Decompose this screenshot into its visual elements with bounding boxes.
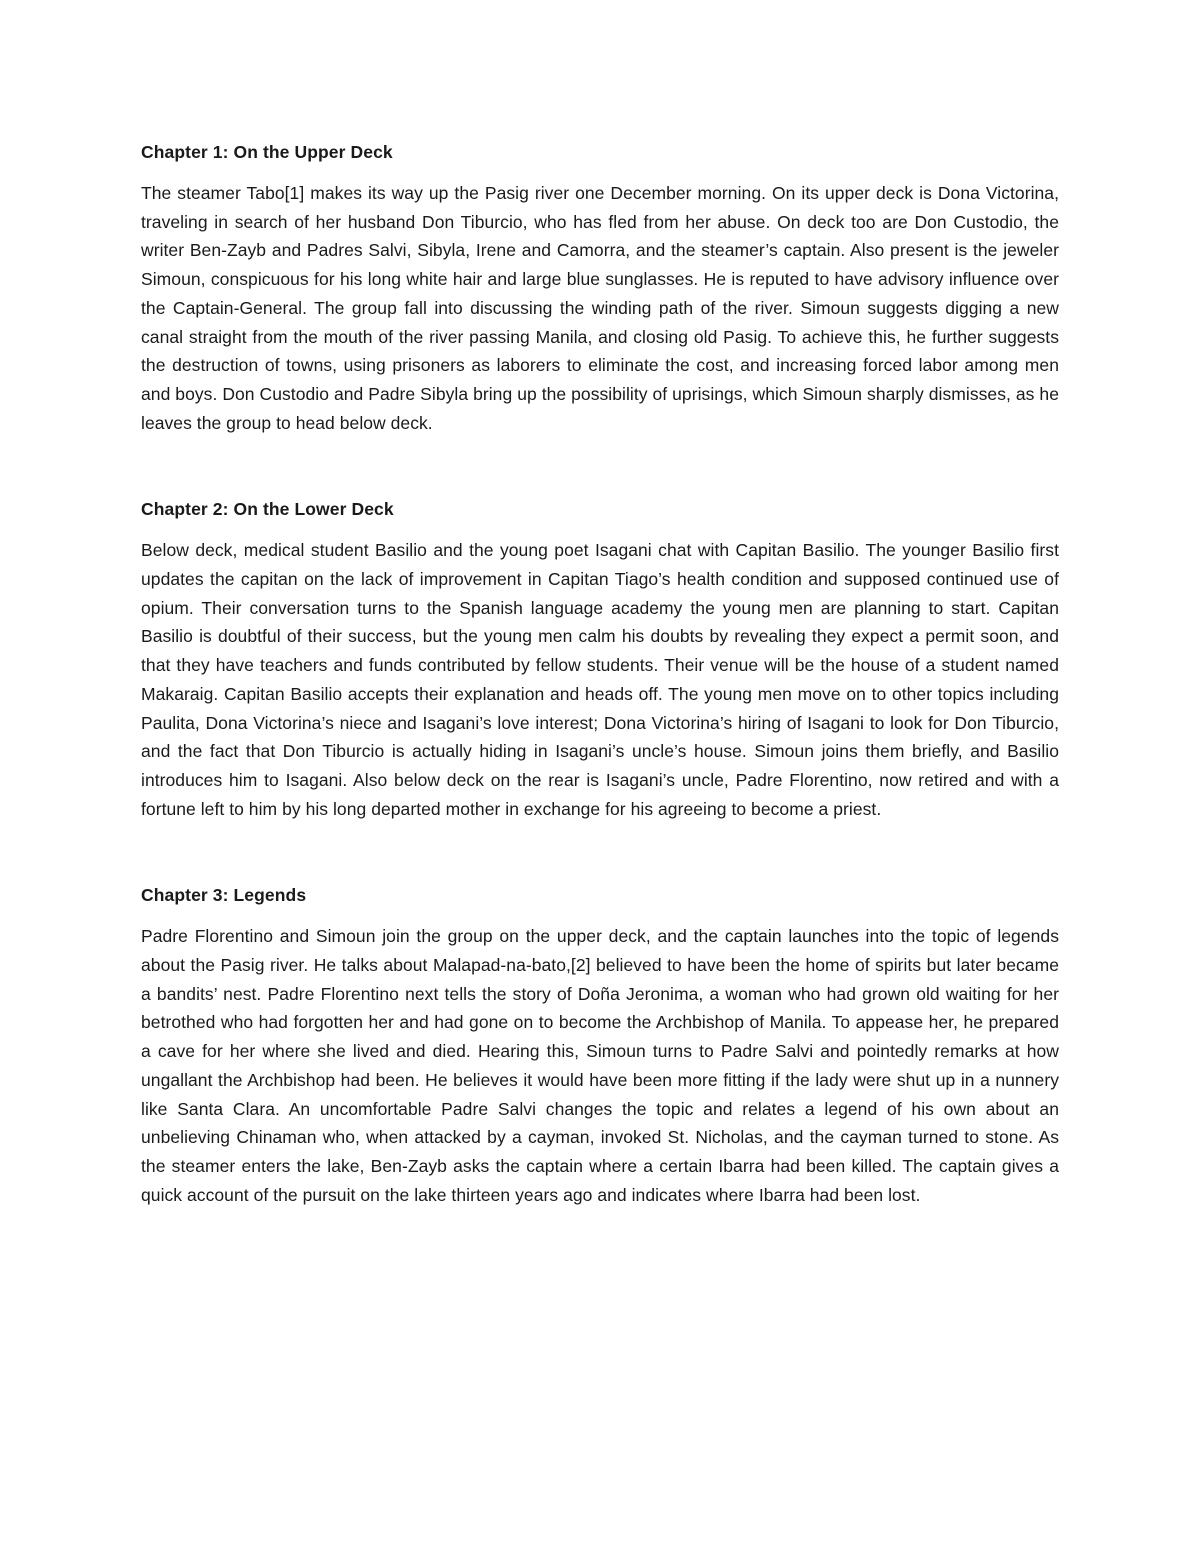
chapter-2-paragraph: Below deck, medical student Basilio and the young poet Isagani chat with Capitan Basilio. The younger Basilio first updates the capitan on the lack of improvement in Capitan Tiago’s health condition and supposed continued use of opium. Their conversation turns to the Spanish language academy the young men are planning to start. Capitan Basilio is doubtful of their success, but the young men calm his doubts by revealing they expect a permit soon, and that they have teachers and funds contributed by fellow students. Their venue will be the house of a student named Makaraig. Capitan Basilio accepts their explanation and heads off. The young men move on to other topics including Paulita, Dona Victorina’s niece and Isagani’s love interest; Dona Victorina’s hiring of Isagani to look for Don Tiburcio, and the fact that Don Tiburcio is actually hiding in Isagani’s uncle’s house. Simoun joins them briefly, and Basilio introduces him to Isagani. Also below deck on the rear is Isagani’s uncle, Padre Florentino, now retired and with a fortune left to him by his long departed mother in exchange for his agreeing to become a priest. bbox=[141, 540, 1059, 819]
document-page bbox=[141, 138, 1059, 1209]
chapter-3-paragraph: Padre Florentino and Simoun join the group on the upper deck, and the captain launches into the topic of legends about the Pasig river. He talks about Malapad-na-bato,[2] believed to have been the home of spirits but later became a bandits’ nest. Padre Florentino next tells the story of Doña Jeronima, a woman who had grown old waiting for her betrothed who had forgotten her and had gone on to become the Archbishop of Manila. To appease her, he prepared a cave for her where she lived and died. Hearing this, Simoun turns to Padre Salvi and pointedly remarks at how ungallant the Archbishop had been. He believes it would have been more fitting if the lady were shut up in a nunnery like Santa Clara. An uncomfortable Padre Salvi changes the topic and relates a legend of his own about an unbelieving Chinaman who, when attacked by a cayman, invoked St. Nicholas, and the cayman turned to stone. As the steamer enters the lake, Ben-Zayb asks the captain where a certain Ibarra had been killed. The captain gives a quick account of the pursuit on the lake thirteen years ago and indicates where Ibarra had been lost. bbox=[141, 926, 1059, 1205]
chapter-3-heading: Chapter 3: Legends bbox=[141, 885, 307, 906]
chapter-3-section bbox=[141, 881, 1059, 1209]
chapter-1-paragraph: The steamer Tabo[1] makes its way up the Pasig river one December morning. On its upper deck is Dona Victorina, traveling in search of her husband Don Tiburcio, who has fled from her abuse. On deck too are Don Custodio, the writer Ben-Zayb and Padres Salvi, Sibyla, Irene and Camorra, and the steamer’s captain. Also present is the jeweler Simoun, conspicuous for his long white hair and large blue sunglasses. He is reputed to have advisory influence over the Captain-General. The group fall into discussing the winding path of the river. Simoun suggests digging a new canal straight from the mouth of the river passing Manila, and closing old Pasig. To achieve this, he further suggests the destruction of towns, using prisoners as laborers to eliminate the cost, and increasing forced labor among men and boys. Don Custodio and Padre Sibyla bring up the possibility of uprisings, which Simoun sharply dismisses, as he leaves the group to head below deck. bbox=[141, 183, 1059, 433]
chapter-1-section bbox=[141, 138, 1059, 437]
chapter-1-heading: Chapter 1: On the Upper Deck bbox=[141, 142, 393, 162]
chapter-2-section bbox=[141, 495, 1059, 823]
chapter-2-heading: Chapter 2: On the Lower Deck bbox=[141, 499, 394, 520]
